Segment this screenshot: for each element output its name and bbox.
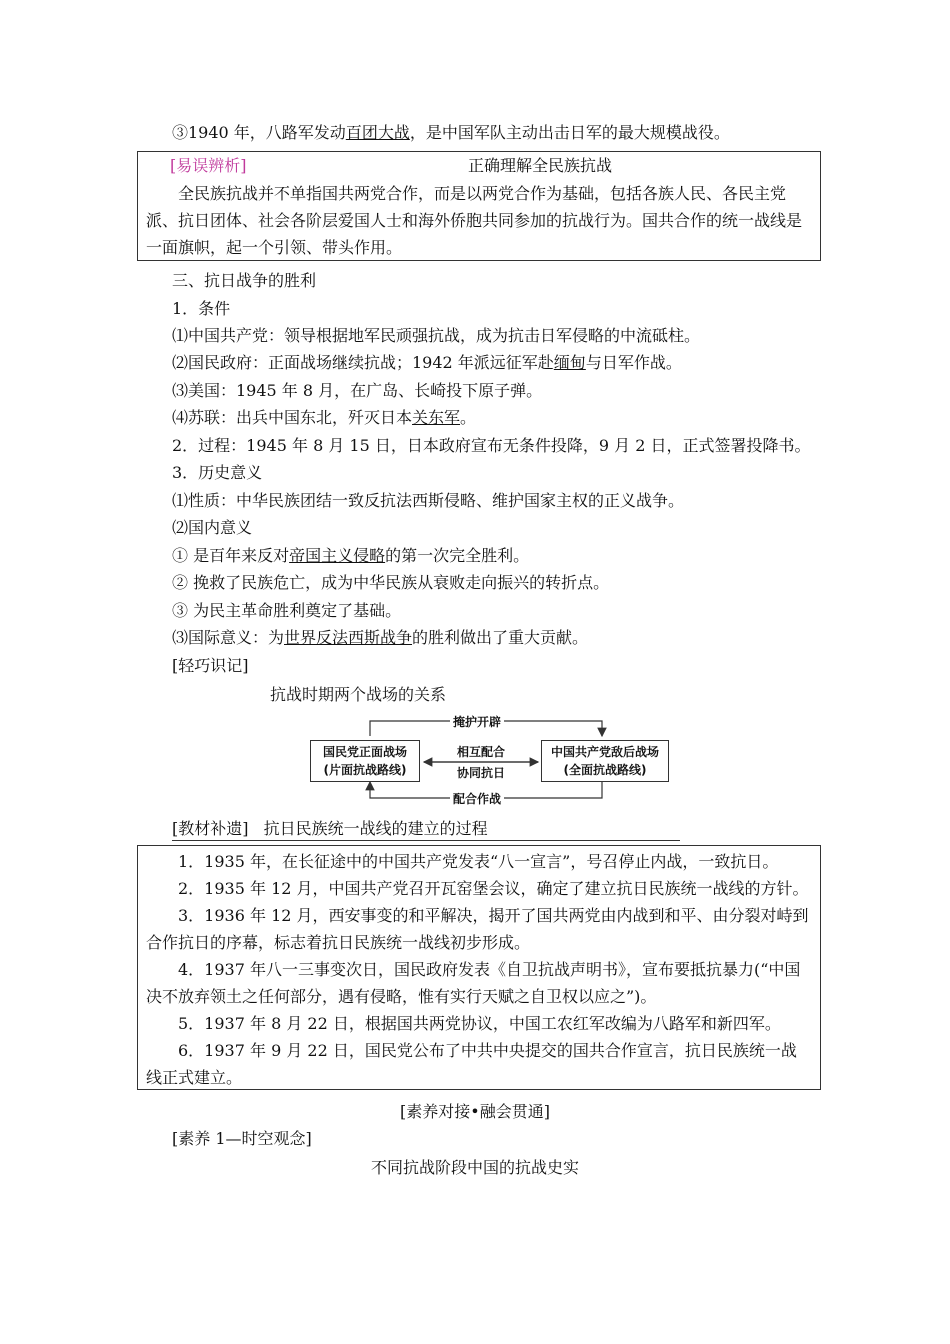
diagram-title: 抗战时期两个战场的关系: [270, 685, 447, 704]
supplement-box: [137, 845, 821, 1090]
error-analysis-box: [137, 151, 821, 261]
literacy-tag: [素养 1—时空观念]: [172, 1129, 312, 1148]
error-analysis-body: 全民族抗战并不单指国共两党合作，而是以两党合作为基础，包括各族人民、各民主党派、抗日团体、社会各阶层爱国人士和海外侨胞共同参加的抗战行为。国共合作的统一战线是一面旗帜，起一个引领、带头作用。: [146, 184, 803, 257]
condition-3: ⑶美国：1945 年 8 月，在广岛、长崎投下原子弹。: [172, 381, 543, 400]
condition-2: [172, 352, 682, 374]
text: ⑷苏联：出兵中国东北，歼灭日本: [172, 408, 413, 427]
ccp-rear-box: [541, 740, 669, 782]
text: 的第一次完全胜利。: [385, 546, 530, 565]
ccp-rear-label: 中国共产党敌后战场: [550, 745, 659, 759]
significance-2a: [172, 545, 529, 567]
middle-bottom-label: 协同抗日: [457, 766, 506, 780]
supplement-item: 2．1935 年 12 月，中国共产党召开瓦窑堡会议，确定了建立抗日民族统一战线的方针。: [178, 879, 809, 898]
top-arrow-label: 掩护开辟: [450, 713, 504, 730]
supplement-item: 5．1937 年 8 月 22 日，根据国共两党协议，中国工农红军改编为八路军和新四军。: [178, 1014, 781, 1033]
bottom-arrow-label: 配合作战: [450, 790, 504, 807]
kmt-front-box: [310, 740, 420, 782]
memo-tag: [轻巧识记]: [172, 656, 249, 675]
kmt-line-label: (片面抗战路线): [323, 763, 407, 777]
supplement-item: 6．1937 年 9 月 22 日，国民党公布了中共中央提交的国共合作宣言，抗日民族统一战线正式建立。: [146, 1041, 797, 1087]
underlined-term: 帝国主义侵略: [289, 546, 386, 565]
text: ① 是百年来反对: [172, 546, 290, 565]
error-analysis-header: [138, 152, 820, 180]
literacy-heading: [素养对接•融会贯通]: [400, 1102, 550, 1121]
literacy-subtitle: 不同抗战阶段中国的抗战史实: [370, 1158, 579, 1177]
text: 与日军作战。: [585, 353, 682, 372]
process-line: 2．过程：1945 年 8 月 15 日，日本政府宣布无条件投降，9 月 2 日，正式签署投降书。: [172, 436, 811, 455]
underlined-term: 缅甸: [553, 353, 586, 372]
text: ⑵国民政府：正面战场继续抗战；1942 年派远征军赴: [172, 353, 554, 372]
underlined-term: 关东军: [412, 408, 461, 427]
condition-1: ⑴中国共产党：领导根据地军民顽强抗战，成为抗击日军侵略的中流砥柱。: [172, 326, 701, 345]
supplement-header: [172, 818, 680, 841]
text: ⑶国际意义：为: [172, 628, 285, 647]
ccp-line-label: (全面抗战路线): [563, 763, 647, 777]
significance-2: ⑵国内意义: [172, 518, 253, 537]
error-analysis-title: 正确理解全民族抗战: [468, 156, 613, 175]
significance-heading: 3．历史意义: [172, 463, 263, 482]
text: ，是中国军队主动出击日军的最大规模战役。: [409, 123, 730, 142]
underlined-term: 百团大战: [345, 123, 410, 142]
section-heading: 三、抗日战争的胜利: [172, 271, 317, 290]
supplement-item: 1．1935 年，在长征途中的中国共产党发表“八一宣言”，号召停止内战，一致抗日。: [178, 852, 779, 871]
error-analysis-tag: [易误辨析]: [170, 156, 247, 175]
significance-2c: ③ 为民主革命胜利奠定了基础。: [172, 601, 402, 620]
underlined-term: 世界反法西斯战争: [284, 628, 413, 647]
battlefield-diagram: [300, 712, 680, 808]
text: ③1940 年，八路军发动: [172, 123, 346, 142]
condition-4: [172, 407, 476, 429]
kmt-front-label: 国民党正面战场: [322, 745, 407, 759]
middle-top-label: 相互配合: [457, 745, 506, 759]
conditions-heading: 1．条件: [172, 299, 231, 318]
text: 。: [460, 408, 477, 427]
supplement-item: 3．1936 年 12 月，西安事变的和平解决，揭开了国共两党由内战到和平、由分裂对峙到合作抗日的序幕，标志着抗日民族统一战线初步形成。: [146, 906, 809, 952]
supplement-tag: [教材补遗]: [172, 819, 249, 838]
significance-3: [172, 627, 588, 649]
significance-2b: ② 挽救了民族危亡，成为中华民族从衰败走向振兴的转折点。: [172, 573, 610, 592]
significance-1: ⑴性质：中华民族团结一致反抗法西斯侵略、维护国家主权的正义战争。: [172, 491, 685, 510]
supplement-item: 4．1937 年八一三事变次日，国民政府发表《自卫抗战声明书》，宣布要抵抗暴力(“中国决不放弃领土之任何部分，遇有侵略，惟有实行天赋之自卫权以应之”)。: [146, 960, 801, 1006]
battle-line: [172, 122, 730, 144]
supplement-title: 抗日民族统一战线的建立的过程: [263, 819, 488, 838]
text: 的胜利做出了重大贡献。: [412, 628, 589, 647]
